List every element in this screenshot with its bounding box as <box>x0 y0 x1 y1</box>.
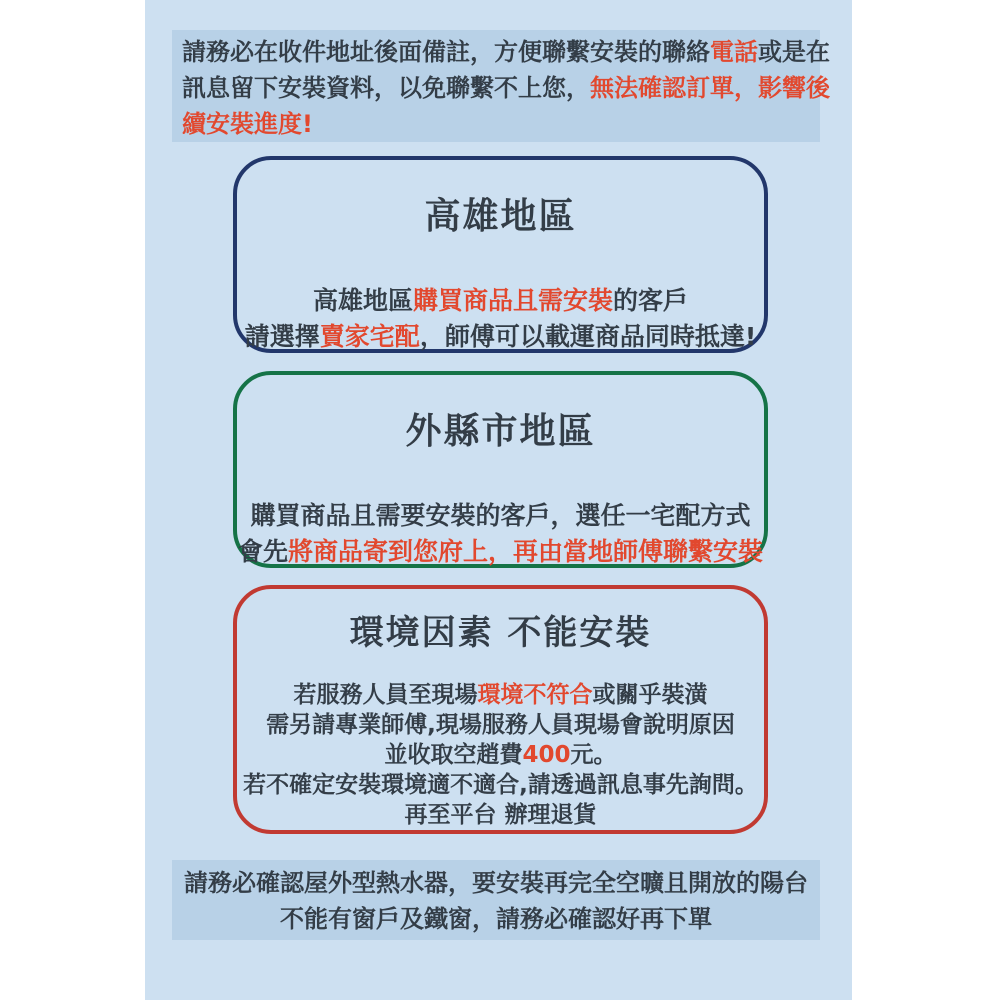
environment-factor-box <box>233 585 768 834</box>
other-region-box <box>233 371 768 568</box>
bottom-outdoor-heater-note: 請務必確認屋外型熱水器，要安裝再完全空曠且開放的陽台 不能有窗戶及鐵窗，請務必確認好再下單 <box>172 860 820 940</box>
environment-factor-body: 若服務人員至現場環境不符合或關乎裝潢 需另請專業師傅,現場服務人員現場會說明原因 並收取空趙費400元。 若不確定安裝環境適不適合,請透過訊息事先詢問。 再至平台 辦理退貨 <box>243 682 758 828</box>
other-region-body: 購買商品且需要安裝的客戶，選任一宅配方式 會先將商品寄到您府上，再由當地師傅聯繫安裝 <box>237 501 764 566</box>
kaohsiung-region-title: 高雄地區 <box>424 196 577 237</box>
kaohsiung-region-box <box>233 156 768 353</box>
top-contact-note: 請務必在收件地址後面備註，方便聯繫安裝的聯絡電話或是在 訊息留下安裝資料，以免聯繫不上您，無法確認訂單，影響後 續安裝進度! <box>172 30 820 142</box>
environment-factor-title: 環境因素 不能安裝 <box>349 613 652 653</box>
other-region-title: 外縣市地區 <box>405 411 596 452</box>
kaohsiung-region-body: 高雄地區購買商品且需安裝的客戶 請選擇賣家宅配，師傅可以載運商品同時抵達! <box>244 286 757 351</box>
main-content-area <box>145 0 852 1000</box>
